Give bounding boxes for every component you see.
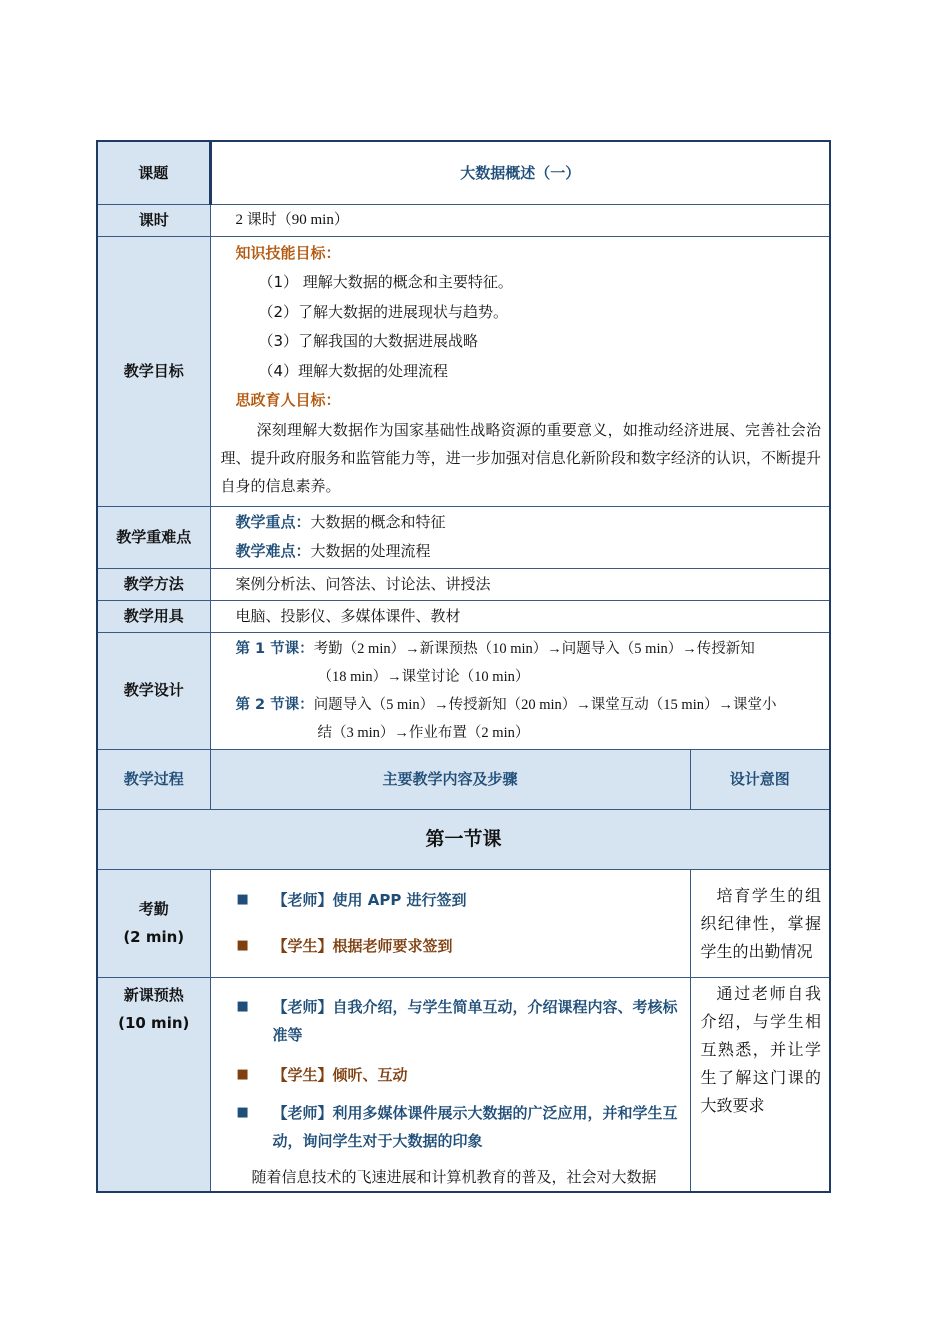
- preview-student: 【学生】倾听、互动: [272, 1065, 408, 1084]
- hours-label: 课时: [97, 204, 210, 236]
- objectives-content: [210, 236, 830, 506]
- process-header-stage: 教学过程: [97, 749, 210, 809]
- square-bullet-icon: ■: [236, 938, 249, 953]
- preview-intent-cell: [690, 977, 830, 1192]
- section-title: 第一节课: [97, 809, 830, 869]
- list-item: [211, 993, 690, 1049]
- lesson1-line1: [236, 635, 822, 663]
- design-row: [97, 632, 830, 749]
- difficulty-value: 大数据的处理流程: [310, 542, 431, 560]
- methods-label: 教学方法: [97, 568, 210, 600]
- lesson2-line1: [236, 691, 822, 719]
- keypoints-row: [97, 506, 830, 568]
- list-item: [211, 934, 690, 958]
- knowledge-heading: 知识技能目标：: [235, 243, 341, 262]
- square-bullet-icon: ■: [236, 998, 249, 1014]
- objectives-label: 教学目标: [97, 236, 210, 506]
- square-bullet-icon: ■: [236, 1066, 249, 1082]
- ideology-text: 深刻理解大数据作为国家基础性战略资源的重要意义，如推动经济进展、完善社会治理、提升政府服务和监管能力等，进一步加强对信息化新阶段和数字经济的认识，不断提升自身的信息素养。: [220, 420, 822, 495]
- ideology-heading: 思政育人目标：: [235, 391, 341, 409]
- lesson2-text: 问题导入（5 min）→传授新知（20 min）→课堂互动（15 min）→课堂小: [313, 696, 777, 713]
- process-header-intent: 设计意图: [690, 749, 830, 809]
- focus-line: [236, 508, 822, 537]
- preview-content: [210, 977, 690, 1192]
- preview-intent: 通过老师自我介绍，与学生相互熟悉，并让学生了解这门课的大致要求: [700, 983, 822, 1115]
- process-header-row: [97, 749, 830, 809]
- lesson-plan-table: [96, 140, 831, 1193]
- attendance-intent-cell: [690, 869, 830, 977]
- objective-item: （2）了解大数据的进展现状与趋势。: [258, 302, 509, 321]
- design-label: 教学设计: [97, 632, 210, 749]
- list-item: [211, 1061, 690, 1089]
- preview-teacher-2: 【老师】利用多媒体课件展示大数据的广泛应用，并和学生互动，询问学生对于大数据的印象: [272, 1103, 678, 1150]
- preview-teacher-1: 【老师】自我介绍，与学生简单互动，介绍课程内容、考核标准等: [272, 997, 678, 1044]
- preview-stage: 新课预热: [123, 985, 184, 1004]
- preview-stage-cell: [97, 977, 210, 1192]
- topic-row: [97, 141, 830, 204]
- keypoints-content: [210, 506, 830, 568]
- attendance-stage: 考勤: [138, 900, 169, 918]
- lesson2-label: 第 2 节课：: [235, 696, 314, 713]
- attendance-teacher: 【老师】使用 APP 进行签到: [272, 891, 467, 909]
- objective-item: （3）了解我国的大数据进展战略: [258, 332, 479, 350]
- square-bullet-icon: ■: [236, 1104, 249, 1120]
- square-bullet-icon: ■: [236, 892, 249, 907]
- focus-value: 大数据的概念和特征: [310, 513, 446, 531]
- attendance-duration: (2 min): [123, 928, 185, 946]
- attendance-intent: 培育学生的组织纪律性，掌握学生的出勤情况: [700, 885, 822, 961]
- objective-item: （4）理解大数据的处理流程: [258, 361, 449, 380]
- objective-item: （1） 理解大数据的概念和主要特征。: [258, 273, 513, 291]
- difficulty-label: 教学难点：: [235, 542, 311, 560]
- preview-duration: (10 min): [118, 1013, 190, 1032]
- process-header-content: 主要教学内容及步骤: [210, 749, 690, 809]
- attendance-stage-cell: [97, 869, 210, 977]
- attendance-student: 【学生】根据老师要求签到: [272, 937, 453, 955]
- list-item: [211, 888, 690, 912]
- tools-value: 电脑、投影仪、多媒体课件、教材: [210, 600, 830, 632]
- methods-row: [97, 568, 830, 600]
- objectives-row: [97, 236, 830, 506]
- methods-value: 案例分析法、问答法、讨论法、讲授法: [210, 568, 830, 600]
- design-content: [210, 632, 830, 749]
- hours-value: 2 课时（90 min）: [210, 204, 830, 236]
- hours-row: [97, 204, 830, 236]
- difficulty-line: [236, 537, 822, 566]
- keypoints-label: 教学重难点: [97, 506, 210, 568]
- preview-row: [97, 977, 830, 1192]
- section-title-row: [97, 809, 830, 869]
- tools-row: [97, 600, 830, 632]
- lesson1-line2: （18 min）→课堂讨论（10 min）: [317, 668, 530, 685]
- attendance-row: [97, 869, 830, 977]
- tools-label: 教学用具: [97, 600, 210, 632]
- lesson2-line2: 结（3 min）→作业布置（2 min）: [317, 724, 530, 741]
- lesson1-label: 第 1 节课：: [235, 640, 314, 657]
- list-item: [211, 1099, 690, 1155]
- page-title: 大数据概述（一）: [210, 141, 830, 204]
- attendance-content: [210, 869, 690, 977]
- lesson1-text: 考勤（2 min）→新课预热（10 min）→问题导入（5 min）→传授新知: [313, 640, 755, 657]
- focus-label: 教学重点：: [235, 513, 311, 531]
- topic-label: 课题: [97, 141, 210, 204]
- preview-paragraph: 随着信息技术的飞速进展和计算机教育的普及，社会对大数据: [251, 1167, 657, 1186]
